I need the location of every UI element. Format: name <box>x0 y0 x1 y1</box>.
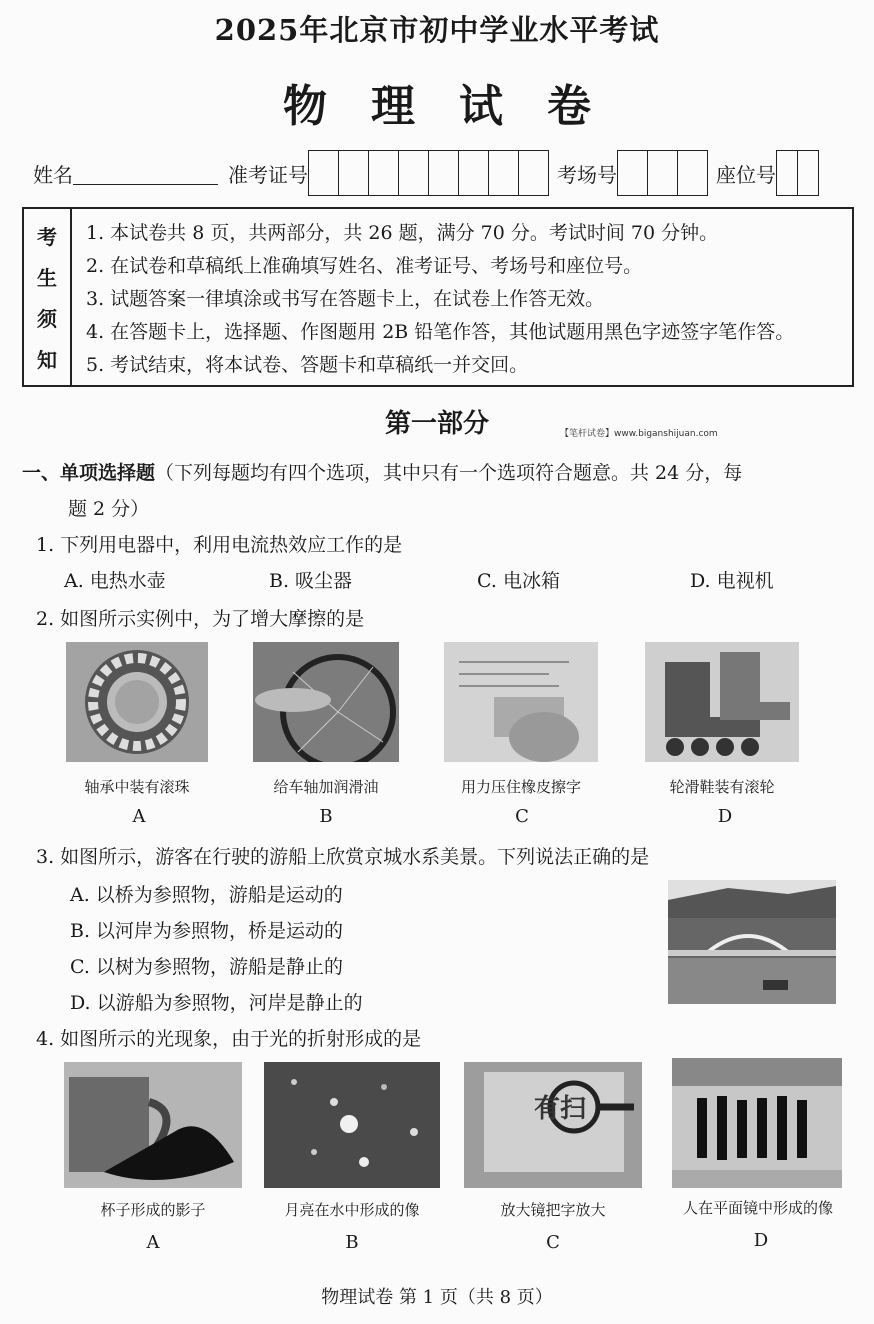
option-c[interactable]: C. 以树为参照物，游船是静止的 <box>70 956 343 978</box>
notice-item: 5. 考试结束，将本试卷、答题卡和草稿纸一并交回。 <box>86 354 529 376</box>
section-title: 第一部分 <box>384 409 489 439</box>
figure-caption: 人在平面镜中形成的像 <box>682 1199 833 1217</box>
name-field[interactable] <box>73 162 218 185</box>
ball-bearing-image <box>66 642 208 762</box>
figure-letter[interactable]: D <box>753 1230 769 1251</box>
notice-item: 3. 试题答案一律填涂或书写在答题卡上，在试卷上作答无效。 <box>86 288 605 310</box>
question-4-stem: 4. 如图所示的光现象，由于光的折射形成的是 <box>36 1028 422 1050</box>
option-d[interactable]: D. 以游船为参照物，河岸是静止的 <box>70 992 363 1014</box>
option-d[interactable]: D. 电视机 <box>690 570 774 592</box>
question-3-options <box>70 877 363 1021</box>
part-heading-desc: （下列每题均有四个选项，其中只有一个选项符合题意。共 24 分，每 <box>155 462 743 484</box>
eraser-image <box>444 642 598 762</box>
room-label: 考场号 <box>557 162 617 187</box>
exam-id-boxes[interactable] <box>308 150 549 196</box>
magnifier-image <box>464 1062 642 1188</box>
figure-letter[interactable]: A <box>146 1232 160 1253</box>
figure-caption: 杯子形成的影子 <box>100 1201 206 1219</box>
notice-char: 考 <box>37 225 57 249</box>
figure-letter[interactable]: D <box>717 806 733 827</box>
seat-label: 座位号 <box>716 162 776 187</box>
figure-letter[interactable]: B <box>345 1232 359 1253</box>
figure-letter[interactable]: C <box>515 806 529 827</box>
figure-caption: 给车轴加润滑油 <box>273 778 379 796</box>
room-boxes[interactable] <box>617 150 708 196</box>
notice-char: 须 <box>37 307 57 331</box>
question-3-stem: 3. 如图所示，游客在行驶的游船上欣赏京城水系美景。下列说法正确的是 <box>36 846 650 868</box>
name-label: 姓名 <box>33 162 73 187</box>
page-footer: 物理试卷 第 1 页（共 8 页） <box>321 1287 553 1308</box>
figure-letter[interactable]: A <box>132 806 146 827</box>
exam-title: 2025年北京市初中学业水平考试 <box>214 13 660 47</box>
figure-letter[interactable]: C <box>546 1232 560 1253</box>
roller-skates-image <box>645 642 799 762</box>
notice-list <box>72 209 852 385</box>
candidate-info-row <box>33 150 819 196</box>
dancers-mirror-image <box>672 1058 842 1188</box>
notice-item: 2. 在试卷和草稿纸上准确填写姓名、准考证号、考场号和座位号。 <box>86 255 643 277</box>
figure-caption: 月亮在水中形成的像 <box>284 1201 420 1219</box>
question-2-stem: 2. 如图所示实例中，为了增大摩擦的是 <box>36 608 365 630</box>
notice-item: 1. 本试卷共 8 页，共两部分，共 26 题，满分 70 分。考试时间 70 分钟。 <box>86 222 719 244</box>
cup-shadow-image <box>64 1062 242 1188</box>
notice-char: 知 <box>37 348 57 372</box>
figure-caption: 轮滑鞋装有滚轮 <box>669 778 775 796</box>
svg-text:有扫: 有扫 <box>534 1094 587 1124</box>
option-a[interactable]: A. 以桥为参照物，游船是运动的 <box>70 884 343 906</box>
figure-caption: 轴承中装有滚珠 <box>84 778 190 796</box>
option-b[interactable]: B. 以河岸为参照物，桥是运动的 <box>70 920 344 942</box>
question-1-stem: 1. 下列用电器中，利用电流热效应工作的是 <box>36 534 403 556</box>
candidate-notice-box <box>22 207 854 387</box>
figure-caption: 用力压住橡皮擦字 <box>460 778 581 796</box>
notice-side-label <box>24 209 72 385</box>
seat-boxes[interactable] <box>776 150 819 196</box>
option-c[interactable]: C. 电冰箱 <box>477 570 560 592</box>
notice-item: 4. 在答题卡上，选择题、作图题用 2B 铅笔作答，其他试题用黑色字迹签字笔作答。 <box>86 321 795 343</box>
river-bridge-boat-image <box>668 880 836 1004</box>
part-heading-desc-cont: 题 2 分） <box>68 498 150 520</box>
part-heading-title: 一、单项选择题 <box>22 462 156 484</box>
question-1-options <box>64 566 844 593</box>
option-a[interactable]: A. 电热水壶 <box>64 570 166 592</box>
figure-caption: 放大镜把字放大 <box>500 1201 606 1219</box>
option-b[interactable]: B. 吸尘器 <box>269 570 353 592</box>
watermark: 【笔杆试卷】www.biganshijuan.com <box>560 429 718 439</box>
bike-wheel-oil-image <box>253 642 399 762</box>
part-one-heading <box>22 455 852 527</box>
subject-title: 物理试卷 <box>283 81 635 132</box>
moon-water-image <box>264 1062 440 1188</box>
notice-char: 生 <box>37 266 57 290</box>
exam-id-label: 准考证号 <box>228 162 308 187</box>
figure-letter[interactable]: B <box>319 806 333 827</box>
